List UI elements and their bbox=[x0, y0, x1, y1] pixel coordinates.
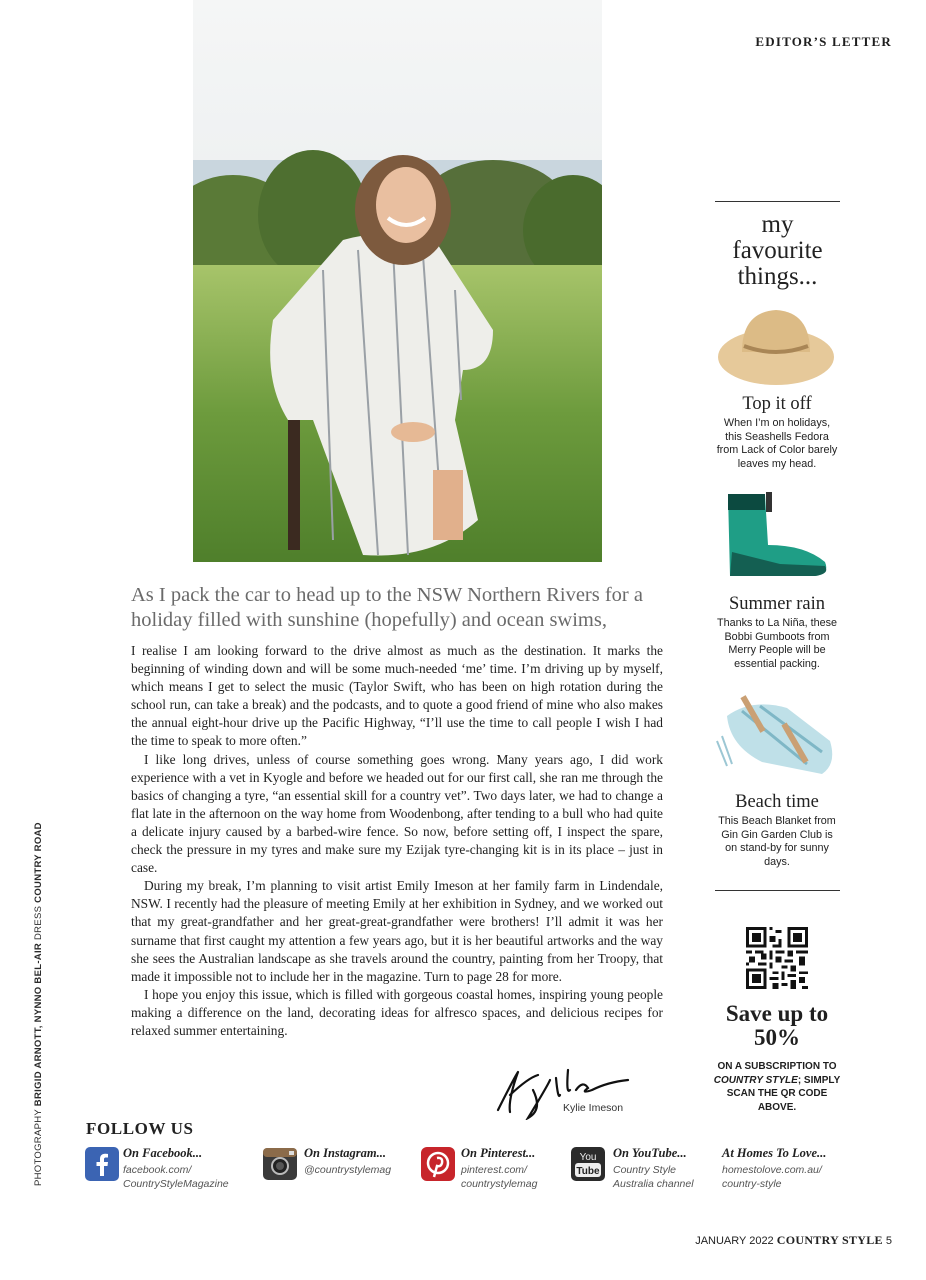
credit-brand: NYNNO BEL-AIR bbox=[33, 942, 44, 1023]
social-addr-line1: @countrystylemag bbox=[304, 1164, 392, 1176]
social-name: On Pinterest... bbox=[461, 1146, 536, 1160]
footer-magazine: COUNTRY STYLE bbox=[776, 1233, 883, 1247]
beach-blanket-image bbox=[712, 686, 842, 786]
page-number: 5 bbox=[885, 1235, 892, 1247]
product-title: Top it off bbox=[742, 394, 812, 414]
gumboot-image bbox=[720, 490, 835, 585]
intro-text: As I pack the car to head up to the NSW Northern Rivers for a holiday filled with sunshine (hopefully) and ocean swims, bbox=[131, 584, 643, 631]
credit-photographer: BRIGID ARNOTT, bbox=[33, 1025, 44, 1107]
social-addr-line2: CountryStyleMagazine bbox=[123, 1178, 229, 1190]
sidebar-rule-top bbox=[715, 201, 840, 202]
facebook-icon[interactable] bbox=[84, 1146, 120, 1182]
letter-body bbox=[131, 642, 663, 1040]
body-paragraph: I realise I am looking forward to the drive almost as much as the destination. It marks the beginning of winding down and will be some much-needed ‘me’ time. I’m driving up by myself, which means I get to select the music (Taylor Swift, who has been on high rotation during the school run, can take a break) and the podcasts, and to quote a good friend of mine who also makes the annual eight-hour drive up the Pacific Highway, “I’ll use the time to call people I wish I had the time to speak to more often.” bbox=[131, 643, 663, 749]
favourites-title: my favourite things... bbox=[732, 211, 823, 290]
follow-us-heading: FOLLOW US bbox=[86, 1119, 194, 1138]
social-addr-line1: facebook.com/ bbox=[123, 1164, 192, 1176]
footer-issue: JANUARY 2022 bbox=[695, 1235, 774, 1247]
subscription-qr-code[interactable] bbox=[746, 927, 808, 989]
social-address[interactable] bbox=[461, 1163, 537, 1191]
promo-subtext bbox=[712, 1060, 842, 1114]
body-paragraph: I hope you enjoy this issue, which is filled with gorgeous coastal homes, inspiring young people making a difference on the land, decorating ideas for alfresco spaces, and delicious recipes for relaxed summer entertaining. bbox=[131, 986, 663, 1038]
social-name: On Facebook... bbox=[123, 1146, 203, 1160]
svg-text:You: You bbox=[579, 1152, 597, 1163]
body-paragraph: During my break, I’m planning to visit artist Emily Imeson at her family farm in Lindendale, NSW. I recently had the pleasure of meeting Emily at her exhibition in Sydney, and we worked out that my great-grandfather and her great-great-grandfather were brothers! I’ll admit it was her surname that first caught my attention a few years ago, but it is her beautiful artworks and the way she sees the Australian landscape as she travels around the country, painting from her Troopy, that made it impossible not to include her in the magazine. Turn to page 28 for more. bbox=[131, 878, 663, 984]
social-addr-line1: homestolove.com.au/ bbox=[722, 1164, 822, 1176]
social-address[interactable] bbox=[304, 1163, 391, 1177]
promo-headline: Save up to 50% bbox=[725, 1001, 829, 1050]
social-addr-line2: country-style bbox=[722, 1178, 782, 1190]
product-title: Beach time bbox=[735, 792, 819, 812]
credit-prefix: PHOTOGRAPHY bbox=[33, 1109, 44, 1186]
social-name: On Instagram... bbox=[304, 1146, 386, 1160]
body-paragraph: I like long drives, unless of course something goes wrong. Many years ago, I did work experience with a vet in Kyogle and before we headed out for our first call, she ran me through the basics of changing a tyre, “an essential skill for a country vet”. Two days later, we had to change a flat late in the afternoon on the way home from Woodenbong, after tending to a bull who had quite a delicate injury caused by a barbed-wire fence. So now, before setting off, I inspect the spare, check the pressure in my tyres and make sure my Ezijak tyre-changing kit is in its place – just in case. bbox=[131, 751, 663, 876]
social-address[interactable] bbox=[722, 1163, 822, 1191]
social-address[interactable] bbox=[613, 1163, 694, 1191]
signature-name: Kylie Imeson bbox=[563, 1102, 624, 1114]
product-title: Summer rain bbox=[728, 594, 826, 614]
social-name: On YouTube... bbox=[613, 1146, 687, 1160]
social-name: At Homes To Love... bbox=[722, 1146, 827, 1160]
social-addr-line2: Australia channel bbox=[613, 1178, 694, 1190]
social-addr-line1: Country Style bbox=[613, 1164, 677, 1176]
sidebar-rule-bottom bbox=[715, 890, 840, 891]
social-address[interactable] bbox=[123, 1163, 229, 1191]
product-description: Thanks to La Niña, these Bobbi Gumboots from Merry People will be essential packing. bbox=[716, 617, 838, 671]
hero-photo bbox=[193, 0, 602, 562]
youtube-icon[interactable] bbox=[570, 1146, 606, 1182]
svg-text:Tube: Tube bbox=[576, 1166, 600, 1177]
fedora-hat-image bbox=[712, 302, 840, 392]
credit-middle: DRESS bbox=[33, 905, 44, 940]
section-label: EDITOR’S LETTER bbox=[755, 34, 892, 49]
photo-credit bbox=[33, 822, 47, 1186]
promo-line2: ; SIMPLY SCAN THE QR CODE ABOVE. bbox=[726, 1074, 841, 1113]
page-footer bbox=[695, 1233, 892, 1248]
social-addr-line2: countrystylemag bbox=[461, 1178, 538, 1190]
promo-line1: ON A SUBSCRIPTION TO bbox=[717, 1061, 837, 1072]
product-description: This Beach Blanket from Gin Gin Garden Club is on stand-by for sunny days. bbox=[718, 815, 836, 869]
social-addr-line1: pinterest.com/ bbox=[461, 1164, 527, 1176]
instagram-icon[interactable] bbox=[262, 1146, 298, 1182]
credit-dress-brand: COUNTRY ROAD bbox=[33, 822, 44, 903]
product-description: When I’m on holidays, this Seashells Fedora from Lack of Color barely leaves my head. bbox=[716, 417, 838, 471]
promo-magazine: COUNTRY STYLE bbox=[713, 1074, 798, 1086]
pinterest-icon[interactable] bbox=[420, 1146, 456, 1182]
